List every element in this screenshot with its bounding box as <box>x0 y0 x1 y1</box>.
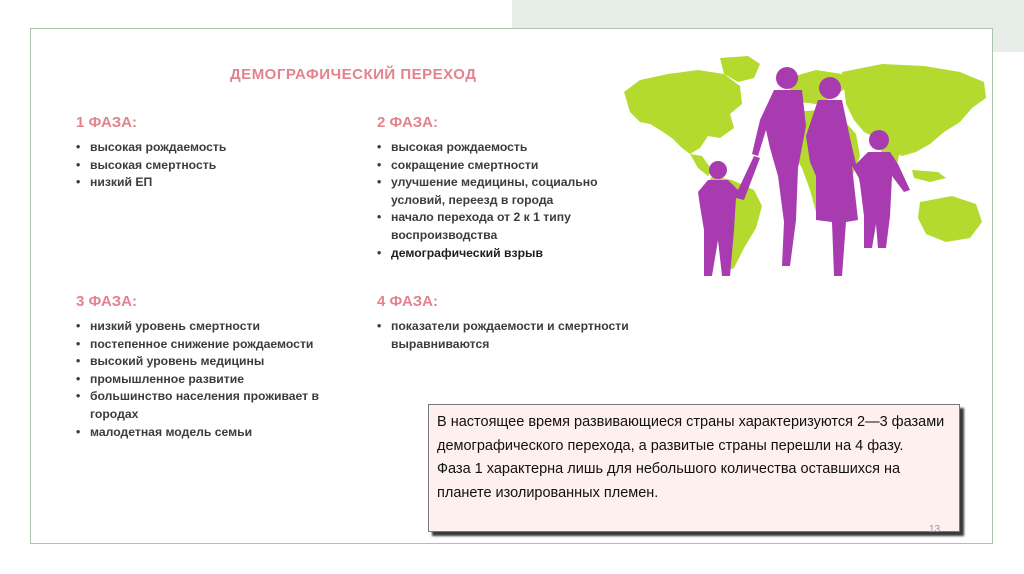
phase-1-section <box>76 114 356 192</box>
list-item: • промышленное развитие <box>76 371 361 389</box>
summary-note-box <box>428 404 960 532</box>
family-world-map-illustration <box>620 52 990 288</box>
list-item: • демографический взрыв <box>377 245 639 263</box>
phase-1-heading: 1 ФАЗА: <box>76 114 137 131</box>
phase-3-heading: 3 ФАЗА: <box>76 293 137 310</box>
list-item: • показатели рождаемости и смертности выравниваются <box>377 318 687 353</box>
phase-1-list <box>76 139 356 192</box>
list-item: • постепенное снижение рождаемости <box>76 336 361 354</box>
list-item: • большинство населения проживает в городах <box>76 388 361 423</box>
phase-4-list <box>377 318 687 353</box>
list-item: • сокращение смертности <box>377 157 639 175</box>
list-item: • высокий уровень медицины <box>76 353 361 371</box>
page-number: 13 <box>929 524 941 535</box>
list-item: • высокая рождаемость <box>377 139 639 157</box>
phase-3-section <box>76 293 361 441</box>
list-item: • малодетная модель семьи <box>76 424 361 442</box>
phase-2-list <box>377 139 639 262</box>
note-paragraph-1: В настоящее время развивающиеся страны характеризуются 2—3 фазами демографического перехода, а развитые страны перешли на 4 фазу. <box>437 414 945 454</box>
slide-title: ДЕМОГРАФИЧЕСКИЙ ПЕРЕХОД <box>230 66 477 83</box>
phase-4-section <box>377 293 687 353</box>
list-item: • низкий уровень смертности <box>76 318 361 336</box>
world-map-shape <box>624 56 986 272</box>
list-item: • низкий ЕП <box>76 174 356 192</box>
list-item: • начало перехода от 2 к 1 типу воспроизводства <box>377 209 639 244</box>
list-item: • высокая смертность <box>76 157 356 175</box>
phase-3-list <box>76 318 361 441</box>
phase-4-heading: 4 ФАЗА: <box>377 293 438 310</box>
phase-2-heading: 2 ФАЗА: <box>377 114 438 131</box>
list-item: • высокая рождаемость <box>76 139 356 157</box>
phase-2-section <box>377 114 639 262</box>
note-paragraph-2: Фаза 1 характерна лишь для небольшого количества оставшихся на планете изолированных племен. <box>437 461 901 501</box>
list-item: • улучшение медицины, социально условий, переезд в города <box>377 174 639 209</box>
